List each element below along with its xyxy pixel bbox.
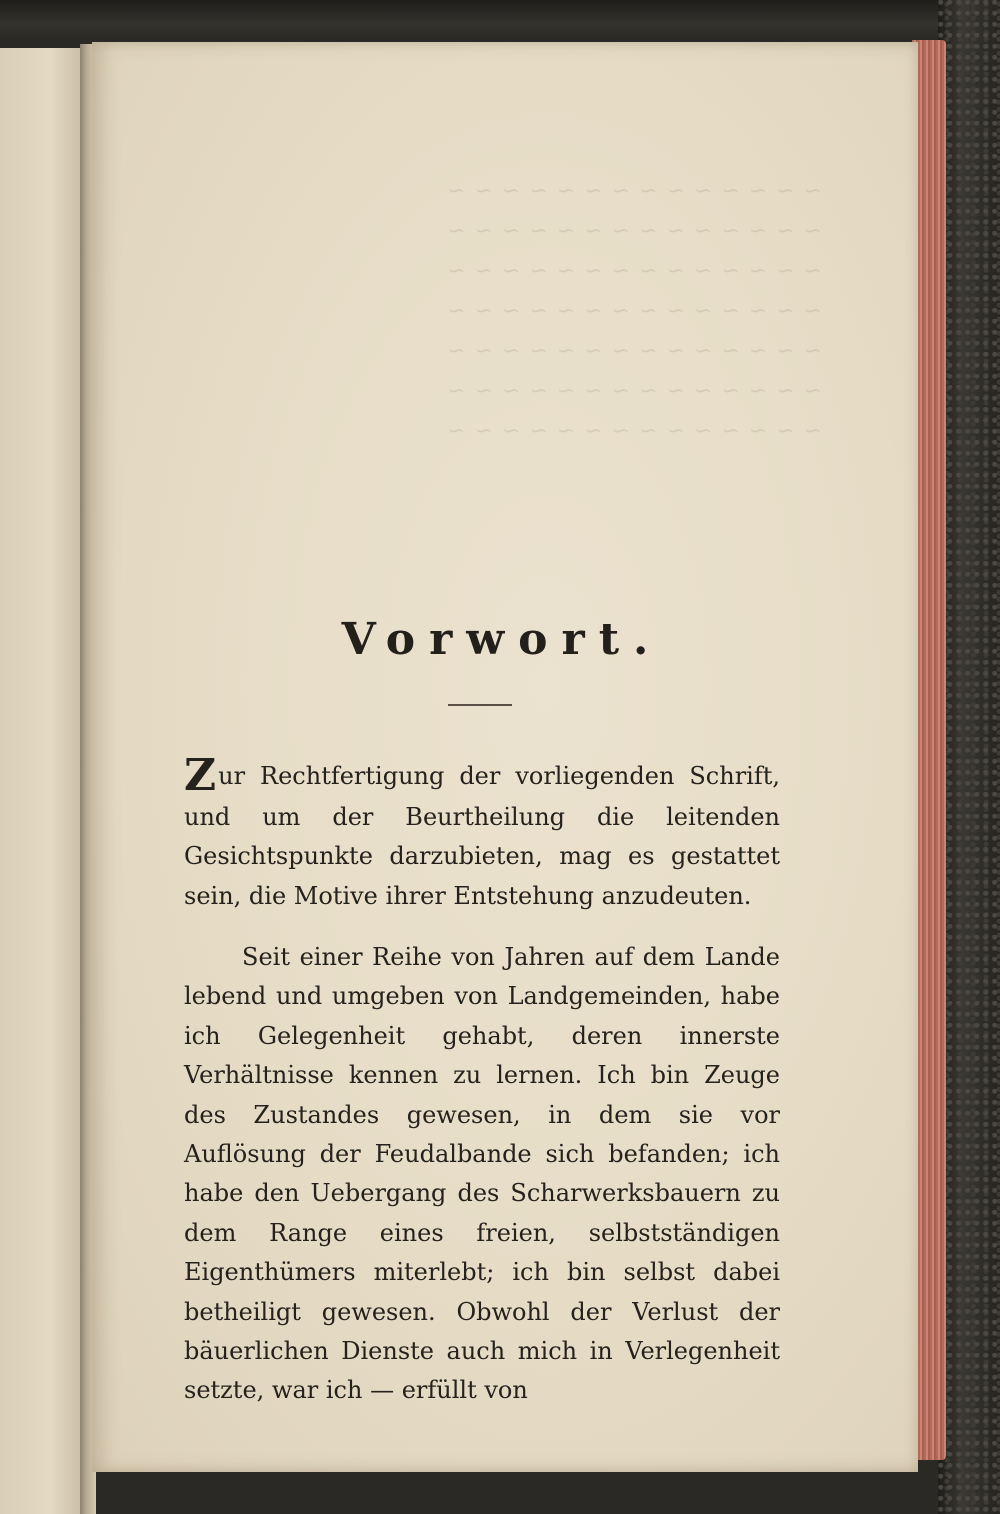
book-cover-top <box>0 0 1000 40</box>
book-page <box>92 42 918 1472</box>
paragraph-1-text: ur Rechtfertigung der vorliegenden Schrift, und um der Beurtheilung die leitenden Gesichtspunkte darzubieten, mag es gestattet sein, die Motive ihrer Entstehung anzudeuten. <box>184 762 780 910</box>
paragraph-1 <box>184 750 780 916</box>
title-rule <box>448 704 512 706</box>
book-cover-right <box>938 0 1000 1514</box>
page-title: Vorwort. <box>341 614 663 665</box>
drop-cap: Z <box>184 750 217 801</box>
left-page-edge <box>0 48 84 1514</box>
bleed-through-text: ~ ~ ~ ~ ~ ~ ~ ~ ~ ~ ~ ~ ~ ~ ~ ~ ~ ~ ~ ~ ~ ~ ~ ~ ~ ~ ~ ~ ~ ~ ~ ~ ~ ~ ~ ~ ~ ~ ~ ~ ~ ~ ~ ~ ~ ~ ~ ~ ~ ~ ~ ~ ~ ~ ~ ~ ~ ~ ~ ~ ~ ~ ~ ~ ~ ~ ~ ~ ~ ~ ~ ~ ~ ~ ~ ~ ~ ~ ~ ~ ~ ~ ~ ~ ~ ~ ~ ~ ~ ~ ~ ~ ~ ~ ~ ~ ~ ~ <box>446 179 822 444</box>
paragraph-2: Seit einer Reihe von Jahren auf dem Lande lebend und umgeben von Landgemeinden, habe ich Gelegenheit gehabt, deren innerste Verhältnisse kennen zu lernen. Ich bin Zeuge des Zustandes gewesen, in dem sie vor Auflösung der Feudalbande sich befanden; ich habe den Uebergang des Scharwerksbauern zu dem Range eines freien, selbstständigen Eigenthümers miterlebt; ich bin selbst dabei betheiligt gewesen. Obwohl der Verlust der bäuerlichen Dienste auch mich in Verlegenheit setzte, war ich — erfüllt von <box>184 943 780 1405</box>
